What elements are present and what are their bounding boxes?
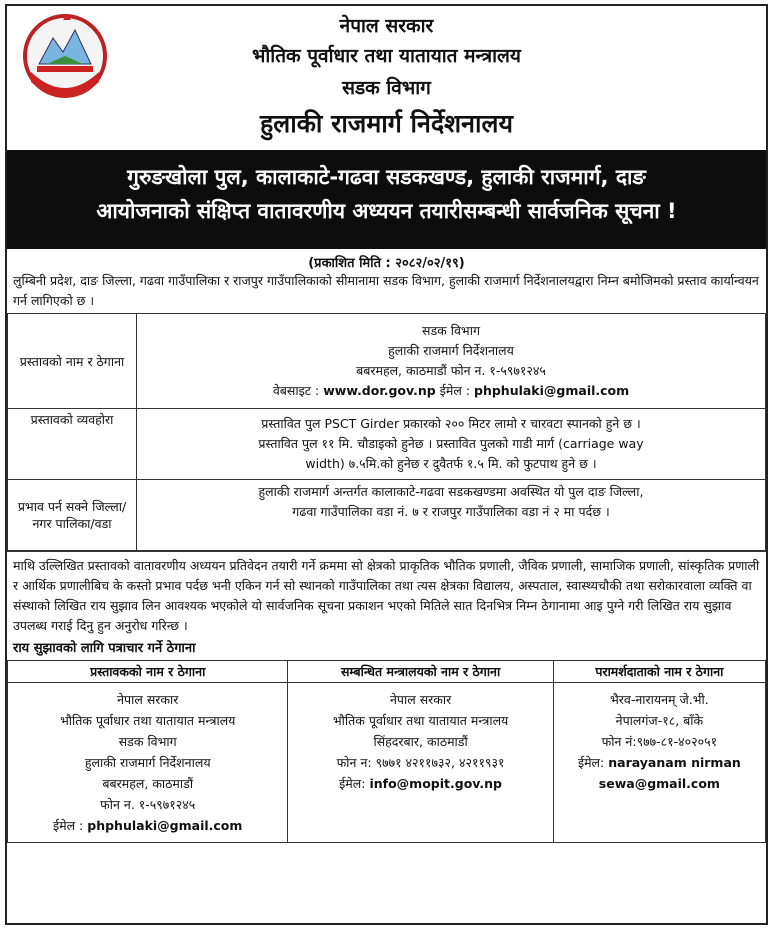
table-row bbox=[8, 480, 766, 551]
contact-consultant bbox=[553, 683, 765, 843]
proposal-table bbox=[7, 313, 766, 551]
contact-proponent bbox=[8, 683, 288, 843]
proposal-website-line bbox=[141, 381, 761, 401]
email-label: ईमेल: bbox=[339, 776, 366, 791]
contact-line: नेपालगंज-१८, बाँके bbox=[615, 713, 704, 728]
affected-area-label: प्रभाव पर्न सक्ने जिल्ला/नगर पालिका/वडा bbox=[8, 480, 137, 551]
proposal-business-label: प्रस्तावको व्यवहोरा bbox=[8, 409, 137, 480]
notice-page bbox=[5, 4, 768, 925]
proposal-name-value bbox=[137, 314, 766, 409]
proposal-business-value bbox=[137, 409, 766, 480]
affected-line: हुलाकी राजमार्ग अन्तर्गत कालाकाटे-गढवा सडकखण्डमा अवस्थित यो पुल दाङ जिल्ला, bbox=[258, 484, 644, 499]
business-line: प्रस्तावित पुल PSCT Girder प्रकारको २०० मिटर लामो र चारवटा स्पानको हुने छ । bbox=[261, 416, 641, 431]
website-label: वेबसाइट : bbox=[272, 383, 320, 398]
email-label: ईमेल: bbox=[577, 755, 605, 770]
request-paragraph: माथि उल्लिखित प्रस्तावको वातावरणीय अध्ययन प्रतिवेदन तयारी गर्ने क्रममा सो क्षेत्रको प्राकृतिक भौतिक प्रणाली, जैविक प्रणाली, सामाजिक प्रणाली, सांस्कृतिक प्रणाली र आर्थिक प्रणालीबिच के कस्तो प्रभाव पर्दछ भनी एकिन गर्न सो स्थानको गाउँपालिका तथा त्यस क्षेत्रका विद्यालय, अस्पताल, स्वास्थ्यचौकी तथा सरोकारवाला व्यक्ति वा संस्थाको लिखित राय सुझाव लिन आवश्यक भएकोले यो सार्वजनिक सूचना प्रकाशन भएको मितिले सात दिनभित्र निम्न ठेगानामा आइ पुग्ने गरी लिखित राय सुझाव उपलब्ध गराई दिनु हुन अनुरोध गरिन्छ । bbox=[7, 551, 766, 636]
notice-header bbox=[7, 6, 766, 144]
published-date: (प्रकाशित मिति : २०८२/०२/१९) bbox=[308, 256, 465, 271]
business-line: प्रस्तावित पुल ११ मि. चौडाइको हुनेछ । प्रस्तावित पुलको गाडी मार्ग (carriage way bbox=[258, 436, 644, 451]
email-label: ईमेल : bbox=[439, 383, 471, 398]
table-row bbox=[8, 409, 766, 480]
contact-line: हुलाकी राजमार्ग निर्देशनालय bbox=[84, 755, 211, 770]
proposal-name-label: प्रस्तावको नाम र ठेगाना bbox=[8, 314, 137, 409]
contact-ministry bbox=[288, 683, 553, 843]
contact-line: फोन नं:९७७-८१-४०२०५१ bbox=[601, 734, 718, 749]
contact-email-line bbox=[291, 773, 549, 794]
proponent-email-link[interactable]: phphulaki@gmail.com bbox=[87, 818, 243, 833]
affected-line: गढवा गाउँपालिका वडा नं. ७ र राजपुर गाउँपालिका वडा नं २ मा पर्दछ । bbox=[292, 504, 610, 519]
proposal-name-line: बबरमहल, काठमाडौं फोन न. १-५९७१२४५ bbox=[356, 363, 546, 378]
contact-email-line bbox=[11, 815, 284, 836]
business-line: width) ७.५मि.को हुनेछ र दुवैतर्फ १.५ मि. को फुटपाथ हुने छ । bbox=[305, 456, 597, 471]
banner-line-2: आयोजनाको संक्षिप्त वातावरणीय अध्ययन तयारीसम्बन्धी सार्वजनिक सूचना ! bbox=[96, 199, 677, 223]
contact-line: नेपाल सरकार bbox=[389, 692, 452, 707]
notice-title-banner bbox=[7, 150, 766, 249]
contact-line: फोन न: ९७७१ ४२११७३२, ४२११९३१ bbox=[336, 755, 505, 770]
consultant-email-link[interactable]: narayanam nirman sewa@gmail.com bbox=[598, 755, 741, 791]
contact-email-line bbox=[557, 752, 762, 794]
ministry-email-link[interactable]: info@mopit.gov.np bbox=[369, 776, 503, 791]
proposal-name-line: सडक विभाग bbox=[422, 323, 480, 338]
contact-line: सडक विभाग bbox=[118, 734, 177, 749]
proposal-name-line: हुलाकी राजमार्ग निर्देशनालय bbox=[388, 343, 514, 358]
contact-line: भौतिक पूर्वाधार तथा यातायात मन्त्रालय bbox=[332, 713, 509, 728]
table-row bbox=[8, 683, 766, 843]
contact-table bbox=[7, 660, 766, 843]
contact-line: सिंहदरबार, काठमाडौं bbox=[373, 734, 468, 749]
affected-area-value bbox=[137, 480, 766, 551]
header-government: नेपाल सरकार bbox=[339, 15, 434, 37]
table-row bbox=[8, 314, 766, 409]
contact-line: बबरमहल, काठमाडौं bbox=[102, 776, 194, 791]
banner-line-1: गुरुङखोला पुल, कालाकाटे-गढवा सडकखण्ड, हुलाकी राजमार्ग, दाङ bbox=[127, 165, 646, 189]
contact-header-proponent: प्रस्तावकको नाम र ठेगाना bbox=[8, 661, 288, 683]
contact-line: नेपाल सरकार bbox=[117, 692, 179, 707]
header-ministry: भौतिक पूर्वाधार तथा यातायात मन्त्रालय bbox=[252, 45, 521, 67]
email-link[interactable]: phphulaki@gmail.com bbox=[474, 383, 630, 398]
contact-line: भौतिक पूर्वाधार तथा यातायात मन्त्रालय bbox=[60, 713, 236, 728]
contact-heading: राय सुझावको लागि पत्राचार गर्ने ठेगाना bbox=[13, 641, 196, 656]
header-directorate: हुलाकी राजमार्ग निर्देशनालय bbox=[260, 109, 513, 138]
email-label: ईमेल : bbox=[53, 818, 84, 833]
contact-header-consultant: परामर्शदाताको नाम र ठेगाना bbox=[553, 661, 765, 683]
intro-text: लुम्बिनी प्रदेश, दाङ जिल्ला, गढवा गाउँपालिका र राजपुर गाउँपालिकाको सीमानामा सडक विभाग, हुलाकी राजमार्ग निर्देशनालयद्वारा निम्न बमोजिमको प्रस्ताव कार्यान्वयन गर्न लागिएको छ । bbox=[13, 273, 759, 308]
contact-line: भैरव-नारायनम् जे.भी. bbox=[609, 692, 709, 707]
header-department: सडक विभाग bbox=[342, 77, 431, 99]
contact-header-ministry: सम्बन्धित मन्त्रालयको नाम र ठेगाना bbox=[288, 661, 553, 683]
website-link[interactable]: www.dor.gov.np bbox=[323, 383, 436, 398]
contact-line: फोन न. १-५९७१२४५ bbox=[100, 797, 196, 812]
table-row bbox=[8, 661, 766, 683]
